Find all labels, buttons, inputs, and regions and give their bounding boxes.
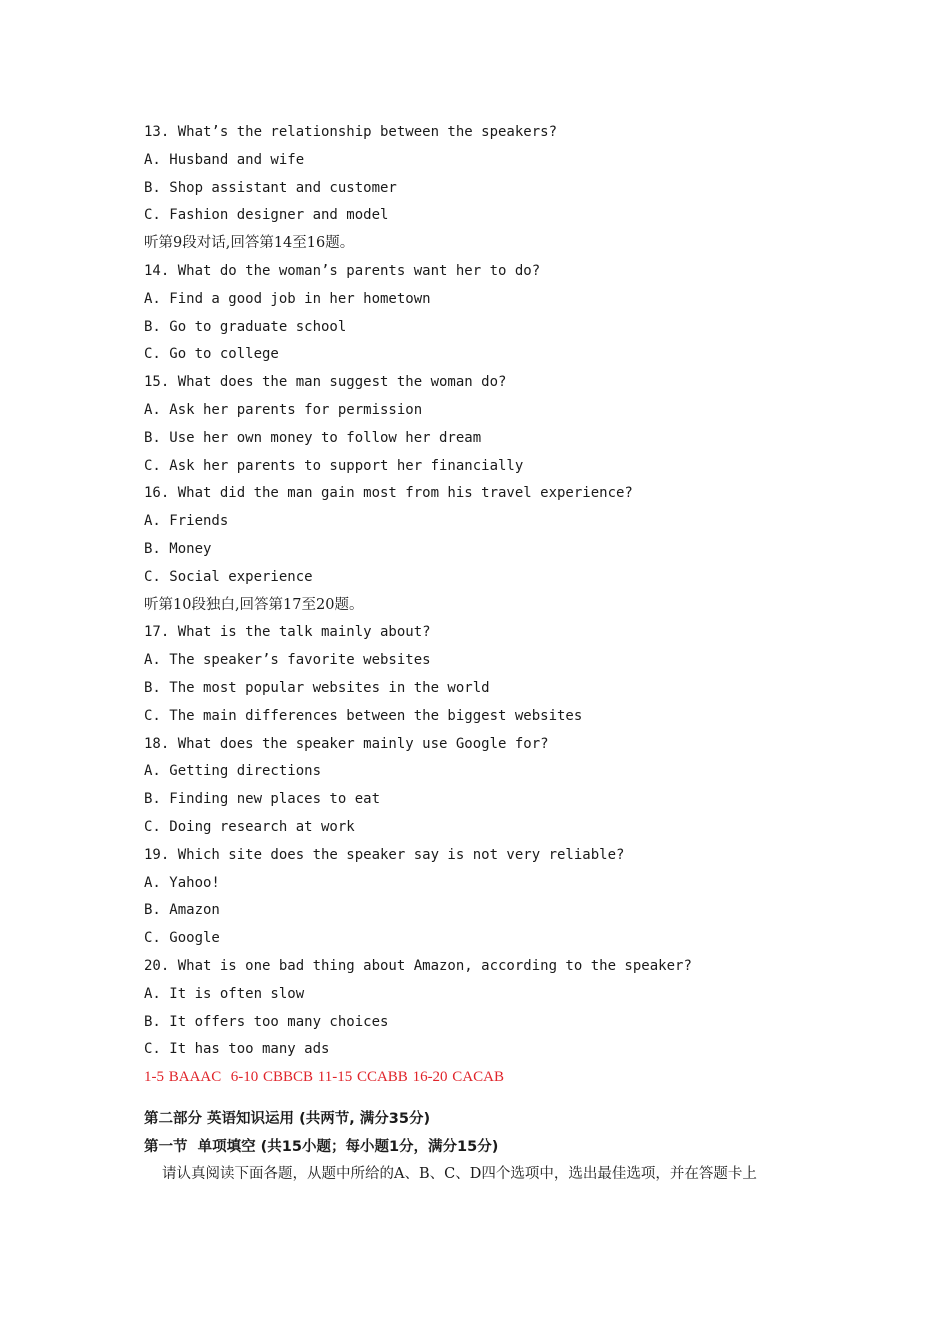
answer-option: A. Getting directions xyxy=(144,763,322,780)
answer-option: C. The main differences between the biggest websites xyxy=(144,707,583,724)
answer-option: B. Money xyxy=(144,540,212,557)
question-stem: 14. What do the woman’s parents want her to do? xyxy=(144,262,541,279)
section-instruction: 听第10段独白,回答第17至20题。 xyxy=(144,596,364,613)
answer-option: C. Fashion designer and model xyxy=(144,207,389,224)
answer-option: C. Google xyxy=(144,930,220,947)
answer-option: B. Shop assistant and customer xyxy=(144,179,397,196)
answer-option: A. Husband and wife xyxy=(144,151,305,168)
answer-option: B. Use her own money to follow her dream xyxy=(144,429,482,446)
answer-option: A. Find a good job in her hometown xyxy=(144,290,431,307)
answer-option: C. Social experience xyxy=(144,568,313,585)
section-instruction: 听第9段对话,回答第14至16题。 xyxy=(144,235,355,252)
answer-option: B. It offers too many choices xyxy=(144,1013,389,1030)
question-stem: 15. What does the man suggest the woman do? xyxy=(144,374,507,391)
answer-option: B. Finding new places to eat xyxy=(144,791,381,808)
answer-key: 1-5 BAAAC 6-10 CBBCB 11-15 CCABB 16-20 CACAB xyxy=(144,1069,504,1086)
subsection-heading: 第一节 单项填空 (共15小题；每小题1分，满分15分) xyxy=(144,1138,499,1155)
answer-option: C. Ask her parents to support her financially xyxy=(144,457,524,474)
answer-option: C. Doing research at work xyxy=(144,818,355,835)
answer-option: A. It is often slow xyxy=(144,985,305,1002)
question-stem: 13. What’s the relationship between the speakers? xyxy=(144,124,558,140)
question-stem: 20. What is one bad thing about Amazon, according to the speaker? xyxy=(144,957,692,974)
question-stem: 16. What did the man gain most from his travel experience? xyxy=(144,485,633,502)
answer-option: A. Friends xyxy=(144,513,229,530)
question-list xyxy=(144,119,824,1064)
question-stem: 17. What is the talk mainly about? xyxy=(144,624,431,641)
answer-option: C. It has too many ads xyxy=(144,1041,330,1058)
answer-option: A. Ask her parents for permission xyxy=(144,401,423,418)
instruction-text: 请认真阅读下面各题，从题中所给的A、B、C、D四个选项中，选出最佳选项，并在答题卡上 xyxy=(162,1166,757,1183)
question-stem: 18. What does the speaker mainly use Google for? xyxy=(144,735,549,752)
answer-option: A. Yahoo! xyxy=(144,874,220,891)
answer-option: B. The most popular websites in the world xyxy=(144,679,490,696)
answer-option: C. Go to college xyxy=(144,346,279,363)
answer-option: A. The speaker’s favorite websites xyxy=(144,652,431,669)
spacer xyxy=(144,1092,824,1106)
question-stem: 19. Which site does the speaker say is not very reliable? xyxy=(144,846,625,863)
section-heading: 第二部分 英语知识运用 (共两节, 满分35分) xyxy=(144,1110,431,1127)
answer-option: B. Go to graduate school xyxy=(144,318,347,335)
document-page xyxy=(144,119,824,1189)
answer-option: B. Amazon xyxy=(144,902,220,919)
